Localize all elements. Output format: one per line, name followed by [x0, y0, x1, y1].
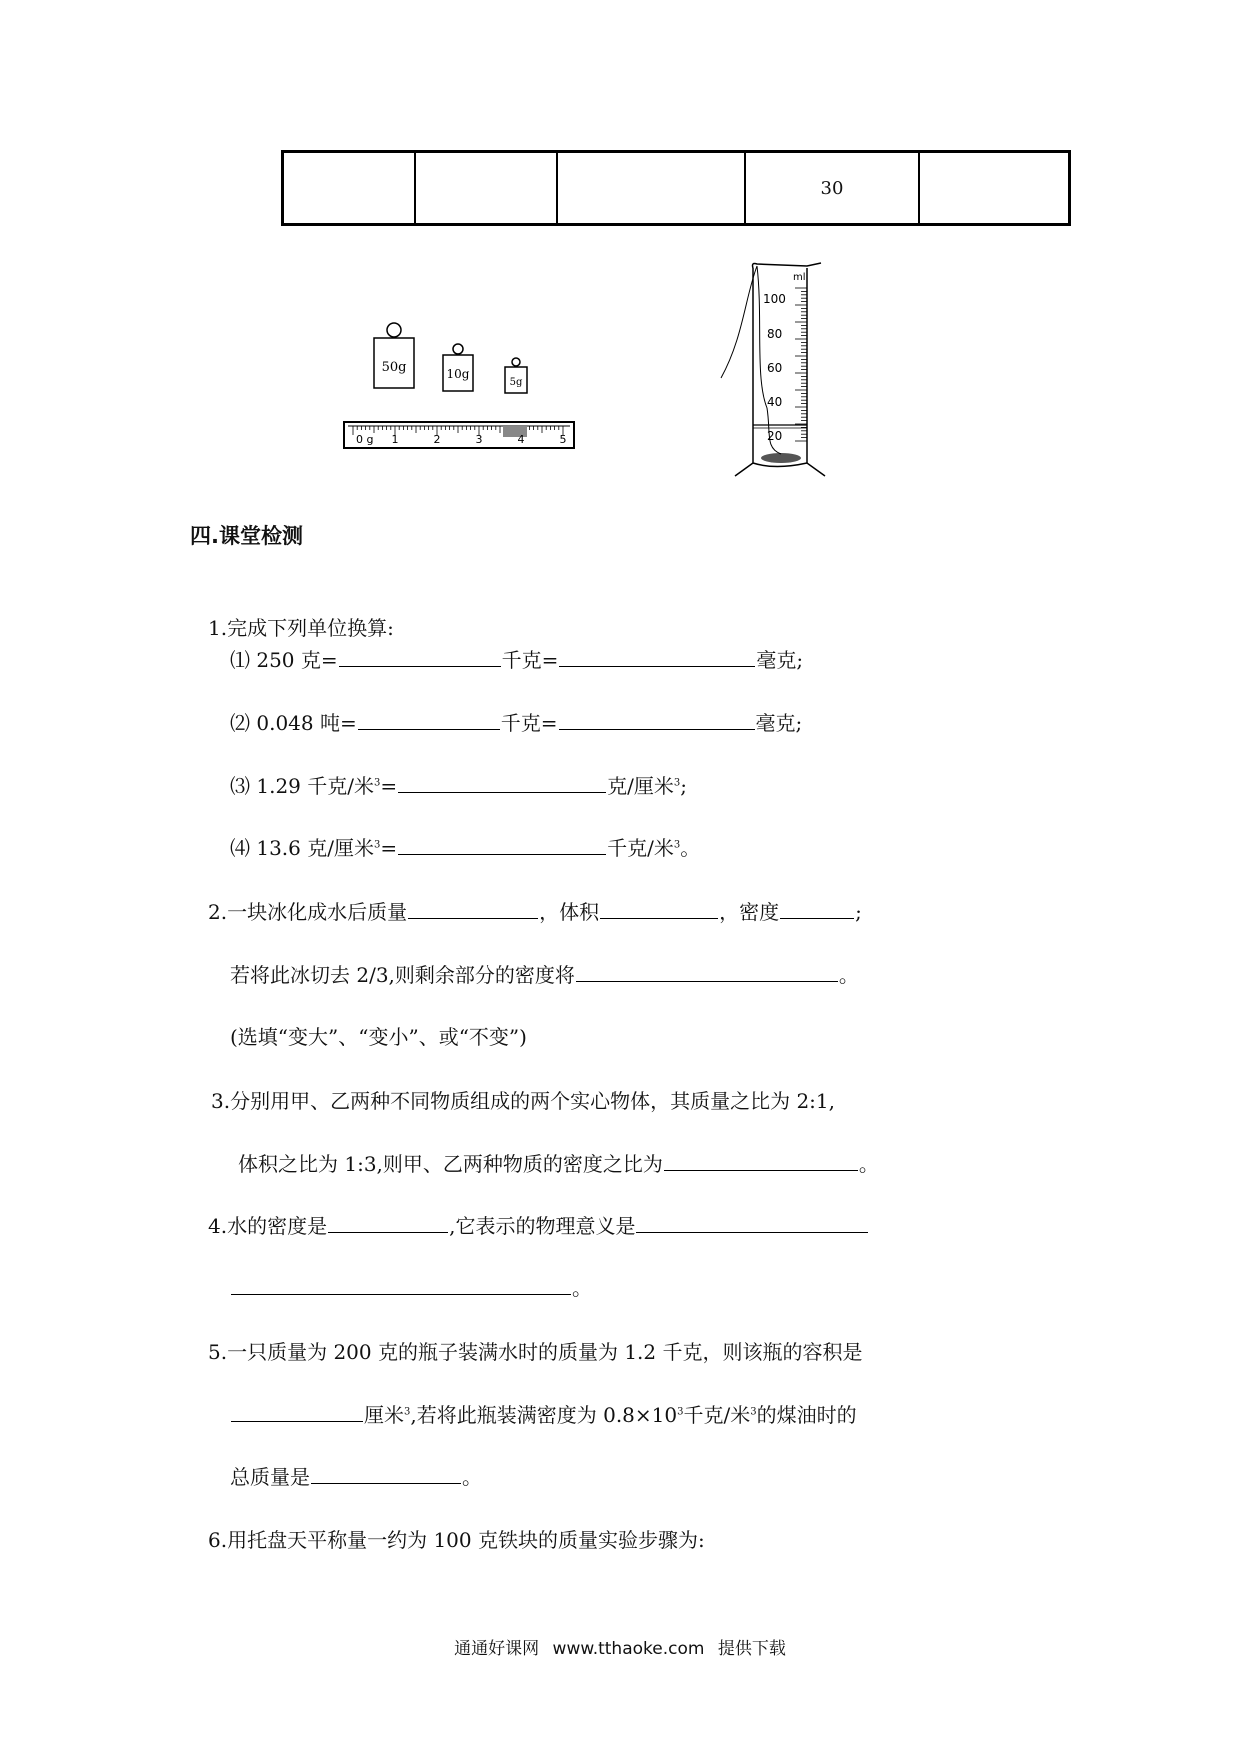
q6-line-1: 6.用托盘天平称量一约为 100 克铁块的质量实验步骤为:: [208, 1528, 705, 1552]
svg-text:100: 100: [763, 292, 786, 306]
graduated-cylinder-figure: [715, 258, 845, 483]
answer-blank[interactable]: [559, 709, 755, 730]
answer-blank[interactable]: [358, 709, 500, 730]
weight-50g: [374, 323, 414, 388]
table-cell: 30: [745, 152, 919, 225]
answer-blank[interactable]: [398, 834, 606, 855]
q1-item-2: ⑵ 0.048 吨= 千克= 毫克;: [230, 711, 803, 735]
answer-blank[interactable]: [408, 898, 538, 919]
svg-text:3: 3: [475, 433, 483, 446]
answer-blank[interactable]: [780, 898, 854, 919]
table-cell: [557, 152, 745, 225]
data-table: [281, 150, 1071, 226]
answer-blank[interactable]: [636, 1212, 868, 1233]
svg-text:20: 20: [767, 429, 783, 443]
weight-10g: [443, 344, 473, 391]
answer-blank[interactable]: [339, 646, 501, 667]
table-cell: [415, 152, 557, 225]
svg-text:ml: ml: [793, 272, 806, 283]
q5-line-3: 总质量是 。: [230, 1465, 482, 1489]
svg-text:5g: 5g: [509, 377, 523, 388]
footer-note: 提供下载: [717, 1639, 786, 1659]
svg-text:1: 1: [391, 433, 399, 446]
answer-blank[interactable]: [398, 772, 606, 793]
q1-stem: 1.完成下列单位换算:: [208, 616, 394, 640]
weight-5g: [505, 358, 527, 393]
q2-line-3: (选填“变大”、“变小”、或“不变”): [230, 1025, 527, 1049]
answer-blank[interactable]: [231, 1401, 363, 1422]
answer-blank[interactable]: [328, 1212, 448, 1233]
footer-url[interactable]: www.tthaoke.com: [552, 1639, 705, 1659]
table-cell: [283, 152, 416, 225]
q3-line-2: 体积之比为 1:3,则甲、乙两种物质的密度之比为 。: [238, 1152, 879, 1176]
q1-item-4: ⑷ 13.6 克/厘米$^3$= 千克/米$^3$。: [230, 836, 701, 860]
q1-item-1: ⑴ 250 克= 千克= 毫克;: [230, 648, 804, 672]
svg-text:4: 4: [517, 433, 525, 446]
beam-scale: [344, 422, 574, 448]
svg-text:50g: 50g: [381, 360, 407, 375]
q1-item-3: ⑶ 1.29 千克/米$^3$= 克/厘米$^3$;: [230, 774, 687, 798]
section-title: 四.课堂检测: [190, 524, 303, 548]
answer-blank[interactable]: [559, 646, 755, 667]
answer-blank[interactable]: [576, 961, 838, 982]
svg-text:80: 80: [767, 327, 783, 341]
q4-line-1: 4.水的密度是 ,它表示的物理意义是: [208, 1212, 869, 1240]
stone-icon: [761, 453, 801, 463]
q2-line-1: 2.一块冰化成水后质量 ，体积 ，密度 ;: [208, 900, 862, 924]
table-row: [283, 152, 1070, 225]
footer-site: 通通好课网: [454, 1639, 540, 1659]
weights-and-scale-figure: [330, 315, 610, 455]
page-footer: [0, 1634, 1240, 1659]
answer-blank[interactable]: [600, 898, 718, 919]
svg-text:2: 2: [433, 433, 441, 446]
q2-line-2: 若将此冰切去 2/3,则剩余部分的密度将 。: [230, 963, 859, 987]
q5-line-2: 厘米$^3$,若将此瓶装满密度为 $0.8\times 10^3$千克/米$^3$的煤油时的: [230, 1401, 857, 1429]
svg-text:0 g: 0 g: [356, 433, 374, 446]
svg-text:10g: 10g: [446, 367, 470, 381]
table-cell: [919, 152, 1070, 225]
svg-text:60: 60: [767, 361, 783, 375]
svg-text:5: 5: [559, 433, 567, 446]
svg-text:40: 40: [767, 395, 783, 409]
q4-line-2: 。: [230, 1274, 592, 1302]
answer-blank[interactable]: [311, 1463, 461, 1484]
answer-blank[interactable]: [664, 1150, 858, 1171]
q5-line-1: 5.一只质量为 200 克的瓶子装满水时的质量为 1.2 千克，则该瓶的容积是: [208, 1340, 863, 1364]
q3-line-1: 3.分别用甲、乙两种不同物质组成的两个实心物体，其质量之比为 2:1,: [211, 1089, 835, 1113]
answer-blank[interactable]: [231, 1274, 571, 1295]
